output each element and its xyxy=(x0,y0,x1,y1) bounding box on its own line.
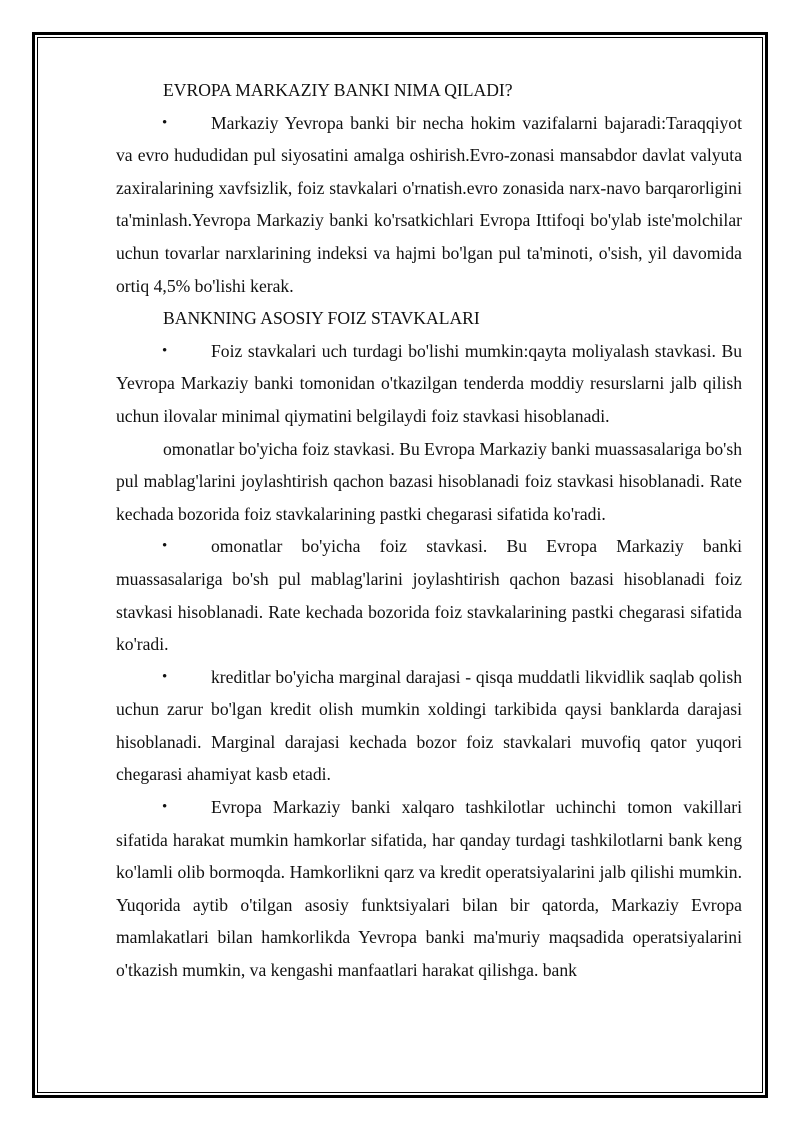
paragraph-text: Markaziy Yevropa banki bir necha hokim vazifalarni bajaradi:Taraqqiyot va evro hududidan pul siyosatini amalga oshirish.Evro-zonasi mansabdor davlat valyuta zaxiralarining xavfsizlik, foiz stavkalari o'rnatish.evro zonasida narx-navo barqarorligini ta'minlash.Yevropa Markaziy banki ko'rsatkichlari Evropa Ittifoqi bo'ylab iste'molchilar uchun tovarlar narxlarining indeksi va hajmi bo'lgan pul ta'minoti, o'sish, yil davomida ortiq 4,5% bo'lishi kerak. xyxy=(116,112,742,296)
bulleted-paragraph-ecb-functions xyxy=(116,107,742,303)
bulleted-paragraph-refinancing-rate xyxy=(116,335,742,433)
bullet-icon: • xyxy=(162,342,168,359)
bullet-icon: • xyxy=(162,538,168,555)
section-heading-interest-rates: BANKNING ASOSIY FOIZ STAVKALARI xyxy=(163,308,480,329)
bulleted-paragraph-deposit-rate xyxy=(116,530,742,660)
paragraph-deposit-rate: omonatlar bo'yicha foiz stavkasi. Bu Evropa Markaziy banki muassasalariga bo'sh pul mablag'larini joylashtirish qachon bazasi hisoblanadi foiz stavkasi hisoblanadi. Rate kechada bozorida foiz stavkalarining pastki chegarasi sifatida ko'radi. xyxy=(116,438,742,524)
paragraph-text: omonatlar bo'yicha foiz stavkasi. Bu Evropa Markaziy banki muassasalariga bo'sh pul mablag'larini joylashtirish qachon bazasi hisoblanadi foiz stavkasi hisoblanadi. Rate kechada bozorida foiz stavkalarining pastki chegarasi sifatida ko'radi. xyxy=(116,536,742,655)
paragraph-text: Evropa Markaziy banki xalqaro tashkilotlar uchinchi tomon vakillari sifatida harakat mumkin hamkorlar sifatida, har qanday turdagi tashkilotlarni bank keng ko'lamli olib bormoqda. Hamkorlikni qarz va kredit operatsiyalarini jalb qilishi mumkin. Yuqorida aytib o'tilgan asosiy funktsiyalari bilan bir qatorda, Markaziy Evropa mamlakatlari bilan hamkorlikda Yevropa banki ma'muriy maqsadida operatsiyalarini o'tkazish mumkin, va kengashi manfaatlari harakat qilishga. bank xyxy=(116,797,742,981)
document-body xyxy=(116,74,742,987)
bulleted-paragraph-cooperation xyxy=(116,791,742,987)
paragraph-text: Foiz stavkalari uch turdagi bo'lishi mumkin:qayta moliyalash stavkasi. Bu Yevropa Markaziy banki tomonidan o'tkazilgan tenderda moddiy resurslarni jalb qilish uchun ilovalar minimal qiymatini belgilaydi foiz stavkasi hisoblanadi. xyxy=(116,340,742,426)
bulleted-paragraph-marginal-rate xyxy=(116,661,742,791)
paragraph-text: kreditlar bo'yicha marginal darajasi - qisqa muddatli likvidlik saqlab qolish uchun zarur bo'lgan kredit olish mumkin xoldingi tarkibida qaysi banklarda darajasi hisoblanadi. Marginal darajasi kechada bozor foiz stavkalari muvofiq qator yuqori chegarasi ahamiyat kasb etadi. xyxy=(116,666,742,785)
bullet-icon: • xyxy=(162,668,168,685)
bullet-icon: • xyxy=(162,114,168,131)
section-heading-ecb-role: EVROPA MARKAZIY BANKI NIMA QILADI? xyxy=(163,80,513,100)
bullet-icon: • xyxy=(162,799,168,816)
